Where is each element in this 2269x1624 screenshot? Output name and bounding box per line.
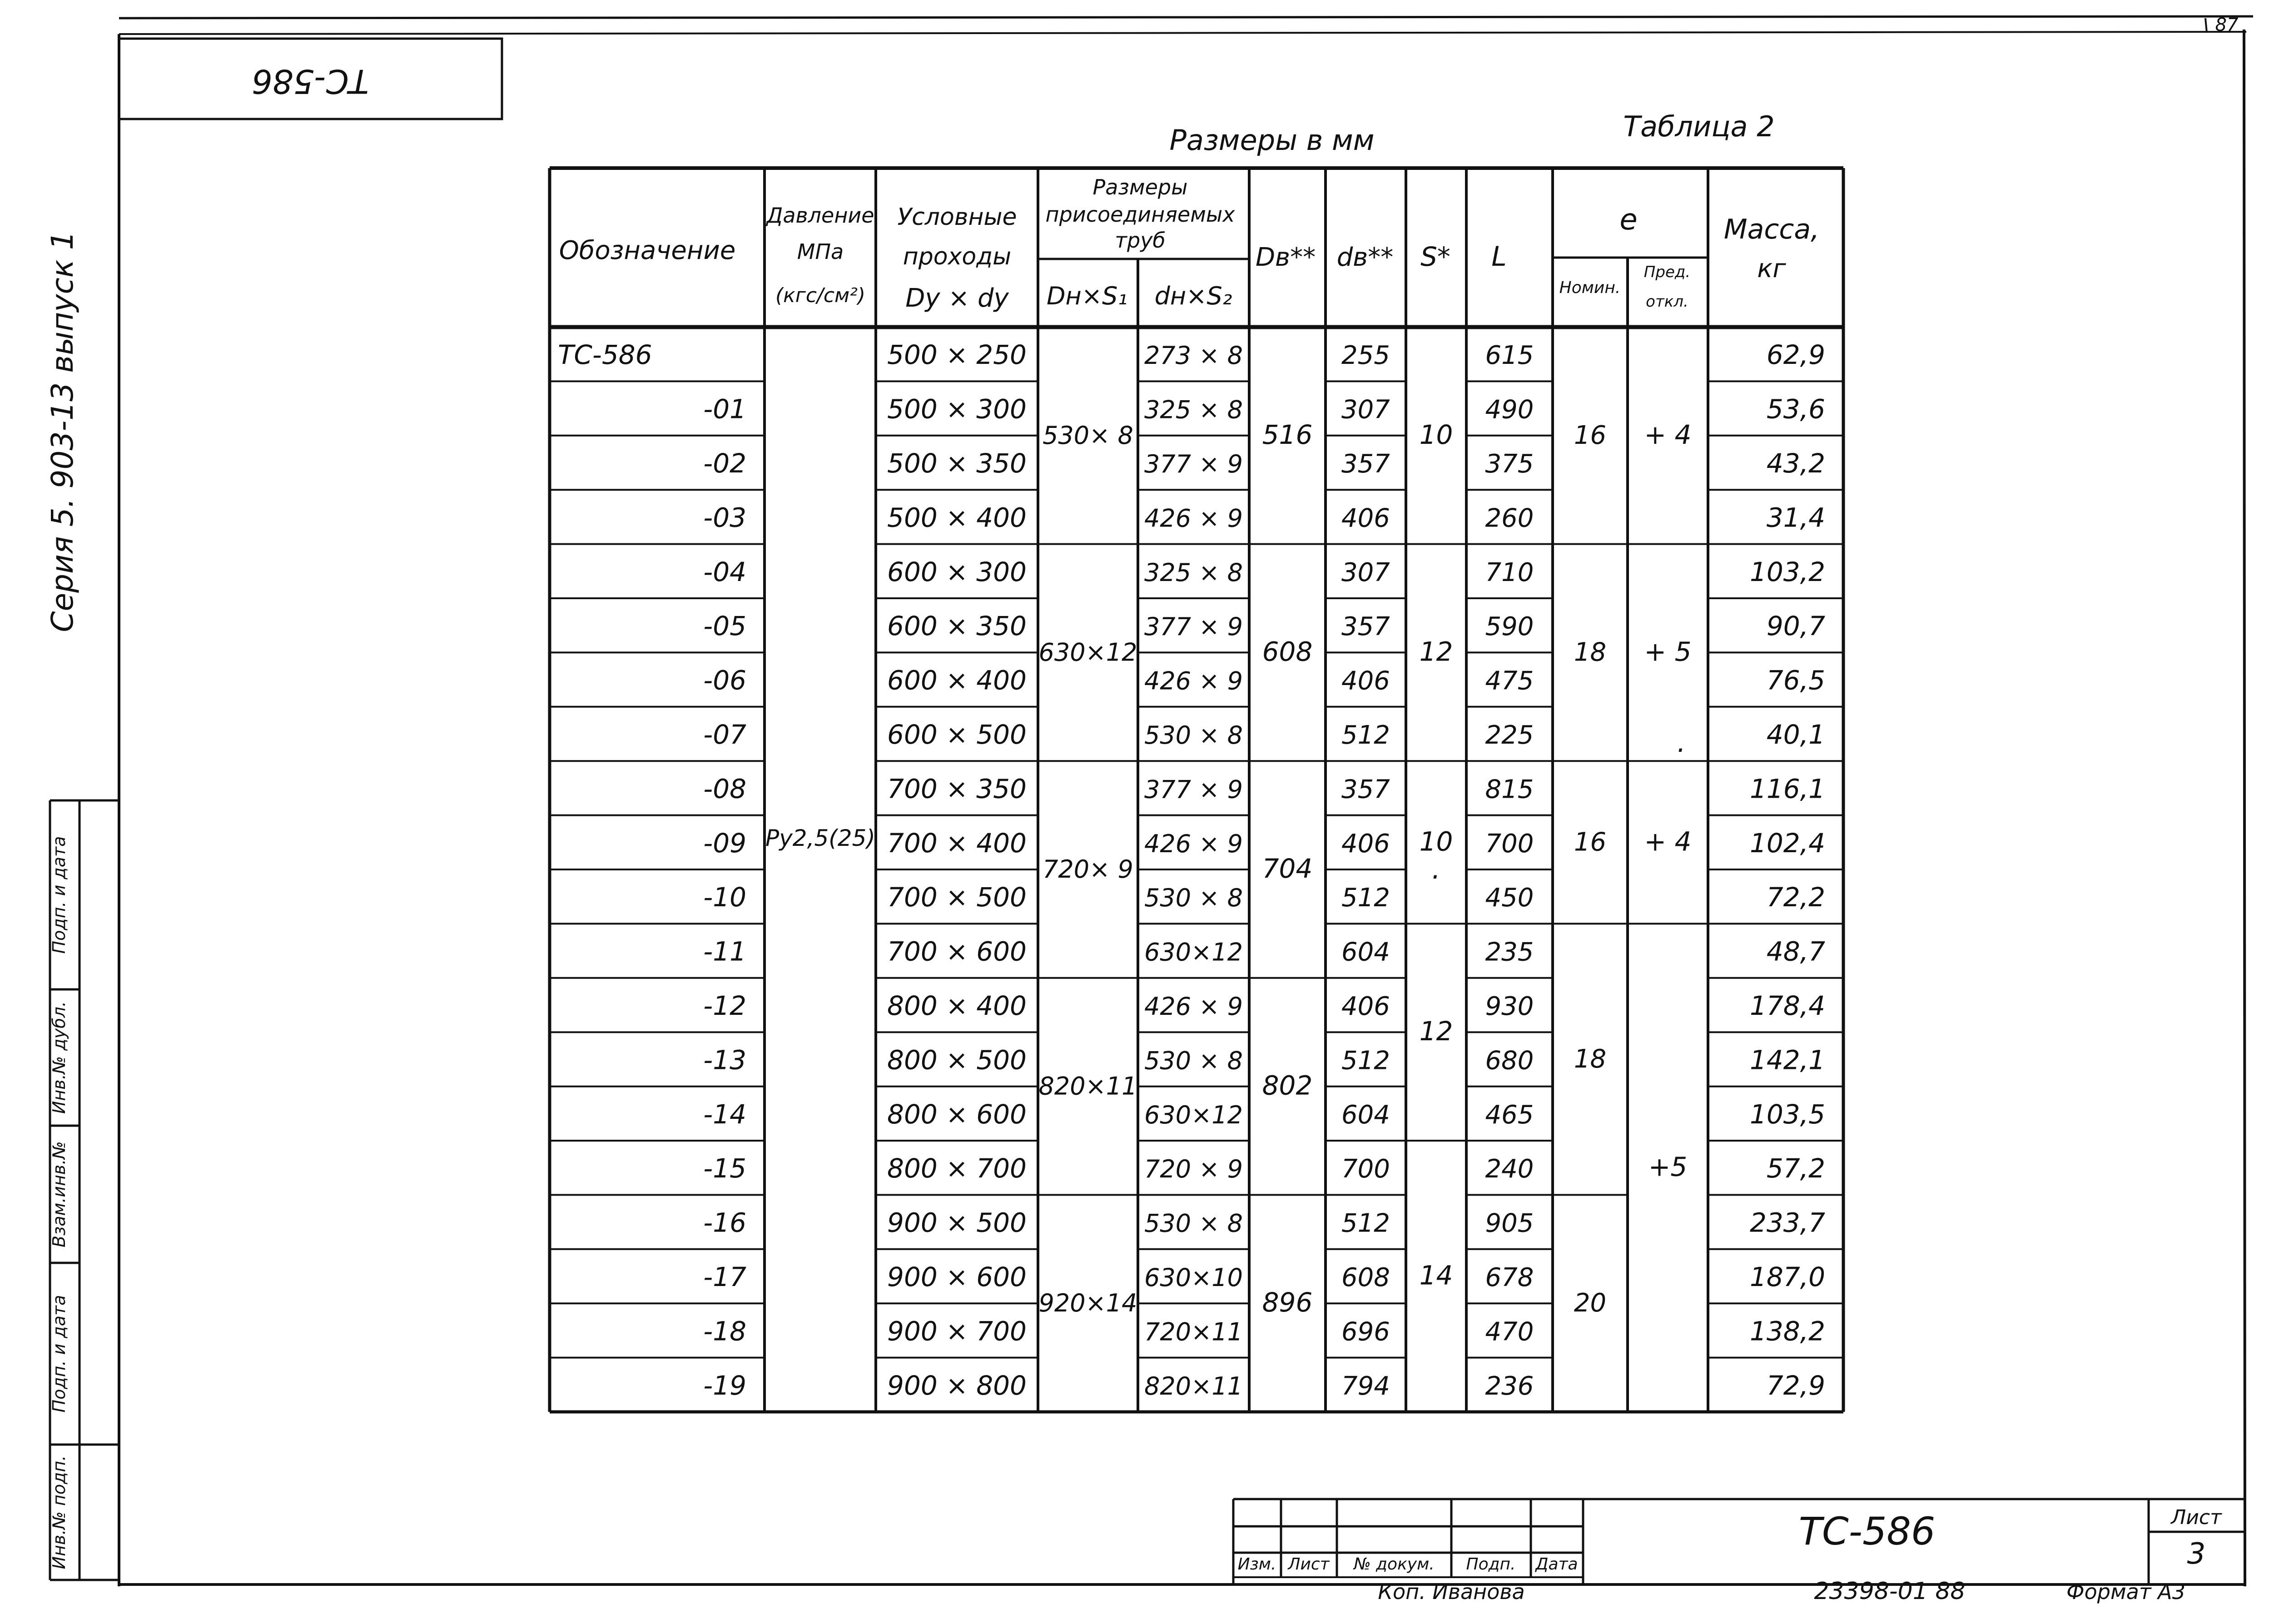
row-dv: 608 [1341,1262,1390,1292]
row-dv: 512 [1341,720,1390,750]
row-branch-pipe: 630×12 [1144,1100,1243,1129]
row-length: 680 [1485,1046,1534,1076]
group-e-deviation: + 5 [1644,636,1692,667]
col-header-pipe-sizes-line1: Размеры [1092,175,1188,199]
sheet-corner-number: 87 [2215,15,2239,35]
col-header-mass-line2: кг [1757,254,1786,283]
pressure-value: Ру2,5(25) [765,825,875,851]
row-passage: 800 × 700 [887,1153,1027,1184]
group-Dv: 704 [1262,853,1313,884]
row-length: 615 [1485,341,1534,371]
row-dv: 307 [1341,557,1390,587]
col-header-e-dev-line1: Пред. [1643,263,1691,281]
row-mass: 53,6 [1766,393,1825,425]
group-main-pipe: 820×11 [1038,1072,1137,1101]
row-dv: 406 [1341,991,1390,1021]
row-dv: 357 [1341,449,1390,479]
row-mass: 187,0 [1749,1261,1825,1292]
row-length: 490 [1485,395,1534,425]
row-length: 375 [1485,449,1534,479]
row-branch-pipe: 530 × 8 [1144,884,1243,913]
row-length: 590 [1485,612,1534,642]
row-branch-pipe: 530 × 8 [1144,1209,1243,1238]
group-main-pipe: 920×14 [1038,1289,1137,1318]
stamp-label-sign-date-1: Подп. и дата [49,836,69,954]
row-mass: 116,1 [1749,773,1825,805]
col-header-e: e [1619,203,1638,237]
row-branch-pipe: 325 × 8 [1144,558,1243,587]
group-e-deviation: +5 [1648,1151,1688,1182]
col-header-mass-line1: Масса, [1723,214,1820,245]
row-passage: 700 × 400 [887,827,1027,859]
row-mass: 40,1 [1766,719,1825,750]
doc-number: 23398-01 88 [1814,1578,1966,1605]
margin-stamp-labels [49,836,69,1569]
row-dv: 357 [1341,775,1390,805]
row-passage: 500 × 350 [887,447,1027,479]
row-passage: 900 × 700 [887,1316,1027,1347]
col-header-dn-s1: Dн×S₁ [1046,282,1128,310]
col-header-pressure-line3: (кгс/см²) [775,284,866,307]
row-length: 465 [1485,1100,1534,1130]
row-passage: 700 × 600 [887,936,1027,967]
row-mass: 57,2 [1766,1153,1825,1184]
col-header-passages-line2: проходы [903,243,1012,270]
row-passage: 900 × 600 [887,1261,1027,1292]
rotated-code-box [119,39,502,119]
tb-col-doc-number: № докум. [1354,1555,1435,1574]
group-Dv: 516 [1262,419,1313,450]
row-designation: -18 [703,1316,746,1347]
row-branch-pipe: 630×10 [1144,1263,1243,1292]
row-mass: 103,2 [1749,556,1825,587]
row-length: 475 [1485,666,1534,696]
row-branch-pipe: 720 × 9 [1144,1155,1243,1184]
group-wall-S: 14 [1419,1260,1453,1291]
row-mass: 90,7 [1766,611,1825,642]
group-wall-S: 12 [1419,636,1453,667]
group-e-deviation: + 4 [1644,419,1692,450]
row-mass: 62,9 [1766,339,1825,371]
row-length: 450 [1485,883,1534,913]
row-designation: -17 [703,1261,746,1292]
row-designation: -11 [703,936,746,967]
row-length: 700 [1485,829,1534,859]
row-designation: -03 [703,502,746,533]
row-designation: -12 [703,990,746,1021]
row-branch-pipe: 530 × 8 [1144,720,1243,750]
tb-col-sheet: Лист [1288,1555,1330,1574]
dimensions-note: Размеры в мм [1169,124,1375,157]
row-branch-pipe: 273 × 8 [1144,341,1243,370]
title-block-sheet-number: 3 [2187,1537,2206,1571]
row-designation: -10 [703,882,746,913]
row-branch-pipe: 325 × 8 [1144,395,1243,424]
row-mass: 102,4 [1749,827,1825,859]
row-branch-pipe: 426 × 9 [1144,666,1243,695]
group-Dv: 896 [1262,1287,1313,1318]
title-block-sheet-label: Лист [2171,1506,2222,1529]
row-designation: -02 [703,447,746,479]
row-length: 240 [1485,1154,1534,1184]
col-header-e-dev-line2: откл. [1646,293,1688,311]
col-header-Dv: Dв** [1255,243,1316,272]
row-branch-pipe: 426 × 9 [1144,504,1243,533]
group-wall-S: 10 [1419,826,1453,857]
col-header-e-nom: Номин. [1559,278,1621,297]
row-length: 236 [1485,1371,1534,1401]
row-branch-pipe: 426 × 9 [1144,992,1243,1021]
row-mass: 76,5 [1766,665,1825,696]
group-e-deviation: + 4 [1644,826,1692,857]
margin-series-text: Серия 5. 903-13 выпуск 1 [45,231,80,632]
table-header [559,175,1819,313]
row-branch-pipe: 377 × 9 [1144,612,1243,641]
row-dv: 307 [1341,395,1390,425]
group-Dv: 608 [1262,636,1313,667]
row-dv: 794 [1341,1371,1390,1401]
row-dv: 512 [1341,1208,1390,1238]
col-header-pipe-sizes-line2: присоединяемых [1045,202,1235,227]
rotated-code: ТС-586 [252,62,369,100]
row-designation: -01 [703,393,746,425]
row-mass: 142,1 [1749,1044,1825,1076]
row-length: 905 [1485,1208,1534,1238]
group-main-pipe: 630×12 [1038,638,1137,667]
row-dv: 512 [1341,1046,1390,1076]
group-e-nominal: 16 [1574,827,1607,857]
row-passage: 500 × 250 [887,339,1027,371]
row-mass: 178,4 [1749,990,1825,1021]
group-Dv: 802 [1262,1070,1313,1101]
row-mass: 43,2 [1766,447,1825,479]
col-header-passages-line1: Условные [897,204,1017,231]
row-length: 678 [1485,1262,1534,1292]
group-e-nominal: 18 [1574,637,1607,667]
row-designation: -19 [703,1370,746,1401]
copied-by: Коп. Иванова [1378,1579,1525,1604]
row-passage: 700 × 350 [887,773,1027,805]
row-length: 235 [1485,937,1534,967]
row-branch-pipe: 720×11 [1144,1317,1243,1346]
group-wall-S: 10 [1419,419,1453,450]
title-block-designation: ТС-586 [1798,1509,1936,1554]
row-branch-pipe: 426 × 9 [1144,829,1243,858]
col-header-S: S* [1420,241,1450,272]
col-header-pressure-line1: Давление [766,203,874,228]
stamp-label-replaced-inv: Взам.инв.№ [49,1141,69,1247]
col-header-L: L [1491,241,1507,273]
group-main-pipe: 720× 9 [1043,855,1133,884]
row-dv: 512 [1341,883,1390,913]
row-passage: 800 × 600 [887,1098,1027,1130]
row-branch-pipe: 820×11 [1144,1371,1243,1401]
row-dv: 696 [1341,1317,1390,1347]
sheet-format: Формат А3 [2066,1579,2185,1604]
row-length: 260 [1485,503,1534,533]
row-dv: 406 [1341,666,1390,696]
row-mass: 72,9 [1766,1370,1825,1401]
row-dv: 406 [1341,503,1390,533]
col-header-pipe-sizes-line3: труб [1115,228,1166,253]
row-passage: 700 × 500 [887,882,1027,913]
row-passage: 800 × 500 [887,1044,1027,1076]
group-e-nominal: 16 [1574,420,1607,450]
row-passage: 900 × 800 [887,1370,1027,1401]
row-designation: -15 [703,1153,746,1184]
row-dv: 255 [1341,341,1390,371]
row-dv: 604 [1341,1100,1390,1130]
row-branch-pipe: 377 × 9 [1144,775,1243,804]
row-mass: 103,5 [1749,1098,1825,1130]
col-header-passages-line3: Dy × dy [905,283,1009,313]
col-header-dn-s2: dн×S₂ [1154,282,1232,310]
row-designation: -09 [703,827,746,859]
row-designation: -04 [703,556,746,587]
row-designation: -08 [703,773,746,805]
col-header-dv: dв** [1336,243,1394,272]
row-length: 930 [1485,991,1534,1021]
ditto-mark: . [1677,727,1686,759]
row-designation: -07 [703,719,746,750]
row-designation: -16 [703,1207,746,1238]
row-passage: 600 × 300 [887,556,1027,587]
group-e-nominal: 18 [1574,1044,1607,1074]
group-e-nominal: 20 [1574,1288,1607,1318]
row-length: 815 [1485,775,1534,805]
stamp-label-sign-date-2: Подп. и дата [49,1295,69,1413]
row-passage: 800 × 400 [887,990,1027,1021]
group-main-pipe: 530× 8 [1043,421,1133,450]
row-passage: 600 × 350 [887,611,1027,642]
row-dv: 357 [1341,612,1390,642]
title-block-columns [1238,1555,1578,1574]
col-header-designation: Обозначение [559,236,736,265]
row-branch-pipe: 530 × 8 [1144,1046,1243,1075]
row-branch-pipe: 377 × 9 [1144,449,1243,478]
row-mass: 72,2 [1766,882,1825,913]
row-length: 470 [1485,1317,1534,1347]
row-designation: -13 [703,1044,746,1076]
row-mass: 48,7 [1766,936,1825,967]
row-mass: 138,2 [1749,1316,1825,1347]
row-mass: 233,7 [1749,1207,1825,1238]
row-dv: 604 [1341,937,1390,967]
tb-col-date: Дата [1535,1555,1578,1574]
row-designation: -14 [703,1098,746,1130]
row-designation: ТС-586 [558,339,652,371]
row-length: 710 [1485,557,1534,587]
row-designation: -06 [703,665,746,696]
tb-col-change: Изм. [1237,1555,1276,1574]
table-label: Таблица 2 [1623,110,1775,143]
col-header-pressure-line2: МПа [797,239,844,264]
row-passage: 900 × 500 [887,1207,1027,1238]
row-passage: 600 × 500 [887,719,1027,750]
row-passage: 500 × 400 [887,502,1027,533]
row-dv: 700 [1341,1154,1390,1184]
stamp-label-orig-inv: Инв.№ подп. [49,1455,69,1569]
row-designation: -05 [703,611,746,642]
tb-col-signature: Подп. [1466,1555,1516,1574]
stamp-label-dup-inv: Инв.№ дубл. [49,1001,69,1114]
row-passage: 500 × 300 [887,393,1027,425]
row-dv: 406 [1341,829,1390,859]
group-wall-S: 12 [1419,1016,1453,1047]
row-passage: 600 × 400 [887,665,1027,696]
row-mass: 31,4 [1766,502,1825,533]
row-branch-pipe: 630×12 [1144,938,1243,967]
ditto-mark: . [1431,854,1441,885]
row-length: 225 [1485,720,1534,750]
